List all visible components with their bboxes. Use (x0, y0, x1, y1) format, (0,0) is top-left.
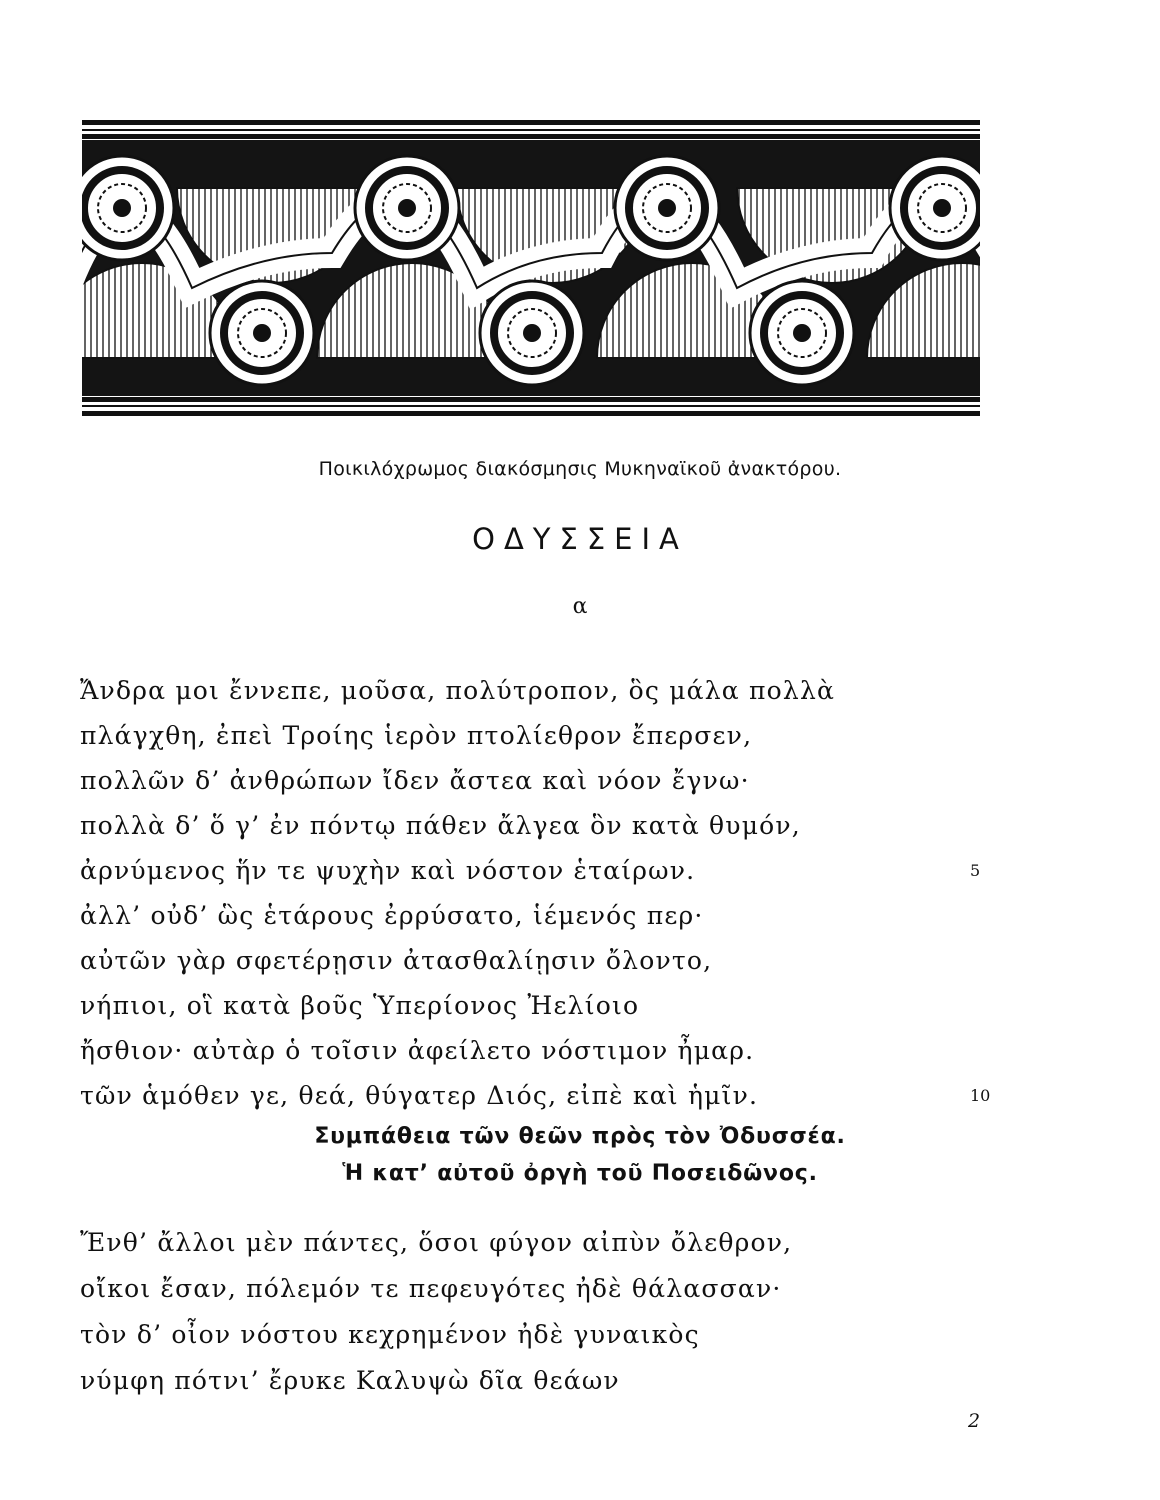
verse-text: πολλῶν δ’ ἀνθρώπων ἴδεν ἄστεα καὶ νόον ἔγνω· (80, 766, 750, 795)
verse-text: οἴκοι ἔσαν, πόλεμόν τε πεφευγότες ἠδὲ θάλασσαν· (80, 1274, 782, 1303)
rosette-center (658, 199, 676, 217)
mycenaean-frieze-illustration (82, 118, 980, 418)
verse-text: αὐτῶν γὰρ σφετέρῃσιν ἀτασθαλίῃσιν ὄλοντο, (80, 946, 713, 975)
verse-text: ἀρνύμενος ἥν τε ψυχὴν καὶ νόστον ἑταίρων. (80, 856, 696, 885)
line-number: 10 (970, 1086, 991, 1105)
verse-text: Ἔνθ’ ἄλλοι μὲν πάντες, ὅσοι φύγον αἰπὺν ὄλεθρον, (80, 1228, 793, 1257)
verse-passage-2 (80, 1220, 1080, 1404)
verse-line (80, 668, 1080, 713)
verse-line (80, 1312, 1080, 1358)
verse-passage-1 (80, 668, 1080, 1118)
verse-text: ἤσθιον· αὐτὰρ ὁ τοῖσιν ἀφείλετο νόστιμον ἦμαρ. (80, 1036, 755, 1065)
verse-line (80, 758, 1080, 803)
poem-title: ΟΔΥΣΣΕΙΑ (472, 522, 688, 556)
verse-line (80, 938, 1080, 983)
verse-text: νύμφη πότνι’ ἔρυκε Καλυψὼ δῖα θεάων (80, 1366, 620, 1395)
rosette-center (933, 199, 951, 217)
rosette-center (793, 324, 811, 342)
verse-text: τὸν δ’ οἶον νόστου κεχρημένον ἠδὲ γυναικὸς (80, 1320, 700, 1349)
verse-line (80, 1220, 1080, 1266)
verse-text: νήπιοι, οἳ κατὰ βοῦς Ὑπερίονος Ἠελίοιο (80, 991, 640, 1020)
verse-text: ἀλλ’ οὐδ’ ὣς ἑτάρους ἐρρύσατο, ἱέμενός περ· (80, 901, 704, 930)
verse-line (80, 1073, 1080, 1118)
section-heading (0, 1118, 1160, 1192)
book-letter: α (572, 594, 588, 619)
verse-line (80, 893, 1080, 938)
rosette-center (253, 324, 271, 342)
section-heading-line-2: Ἡ κατ’ αὐτοῦ ὀργὴ τοῦ Ποσειδῶνος. (342, 1161, 818, 1186)
verse-text: πολλὰ δ’ ὅ γ’ ἐν πόντῳ πάθεν ἄλγεα ὃν κατὰ θυμόν, (80, 811, 801, 840)
figure-caption: Ποικιλόχρωμος διακόσμησις Μυκηναϊκοῦ ἀνακτόρου. (318, 458, 842, 480)
rosette-center (113, 199, 131, 217)
verse-line (80, 1266, 1080, 1312)
verse-line (80, 848, 1080, 893)
rosette-center (398, 199, 416, 217)
page-number: 2 (968, 1410, 981, 1432)
verse-line (80, 1028, 1080, 1073)
line-number: 5 (970, 861, 981, 880)
verse-line (80, 713, 1080, 758)
verse-line (80, 1358, 1080, 1404)
verse-line (80, 983, 1080, 1028)
verse-line (80, 803, 1080, 848)
verse-text: τῶν ἁμόθεν γε, θεά, θύγατερ Διός, εἰπὲ καὶ ἡμῖν. (80, 1081, 759, 1110)
verse-text: πλάγχθη, ἐπεὶ Τροίης ἱερὸν πτολίεθρον ἔπερσεν, (80, 721, 753, 750)
section-heading-line-1: Συμπάθεια τῶν θεῶν πρὸς τὸν Ὀδυσσέα. (314, 1124, 846, 1149)
verse-text: Ἄνδρα μοι ἔννεπε, μοῦσα, πολύτροπον, ὃς μάλα πολλὰ (80, 676, 836, 705)
rosette-center (523, 324, 541, 342)
